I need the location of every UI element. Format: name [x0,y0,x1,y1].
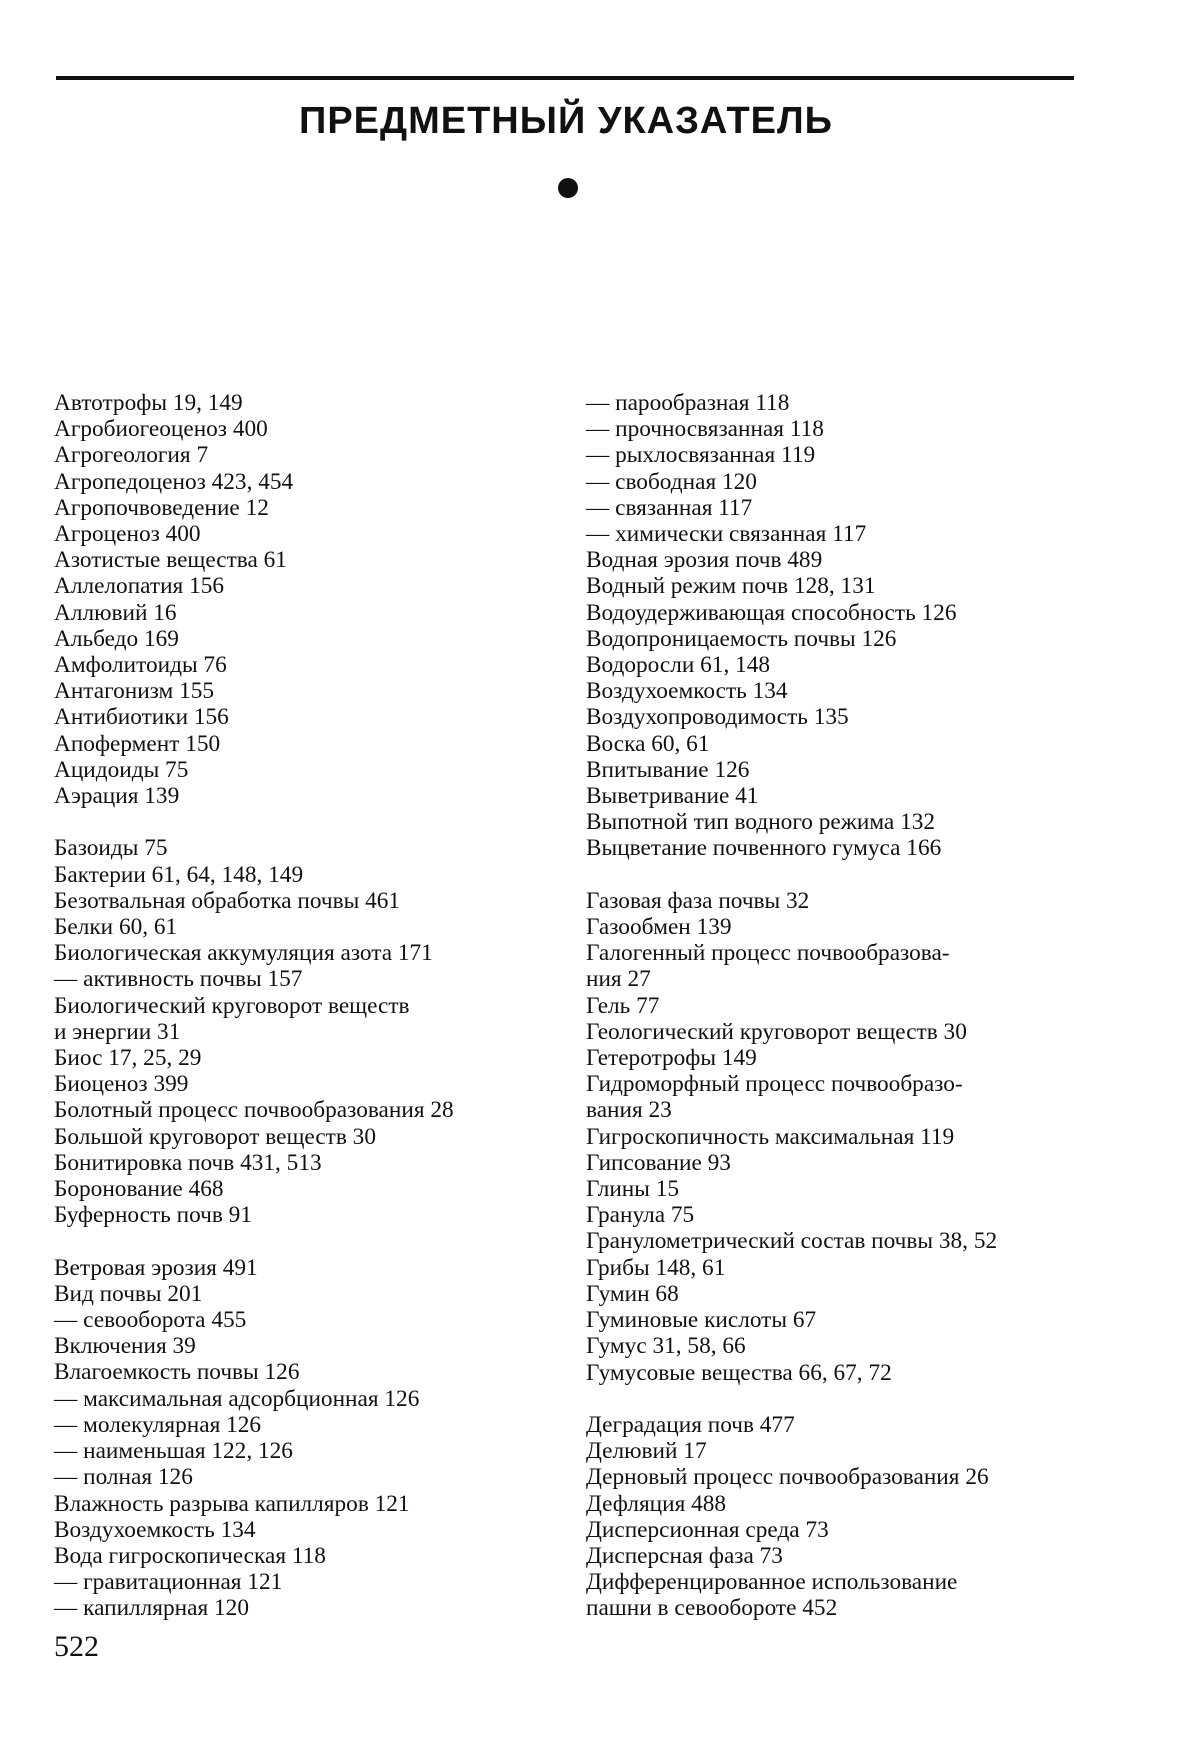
index-entry: Геологический круговорот веществ 30 [586,1019,1086,1045]
index-entry: Впитывание 126 [586,757,1086,783]
page-number: 522 [54,1630,99,1664]
index-entry: Дисперсная фаза 73 [586,1543,1086,1569]
group-separator [586,862,1086,888]
index-entry: Большой круговорот веществ 30 [54,1124,574,1150]
index-entry: Дефляция 488 [586,1491,1086,1517]
index-entry: Гумус 31, 58, 66 [586,1333,1086,1359]
index-column-left [54,390,574,1622]
index-entry: Агрогеология 7 [54,442,574,468]
index-entry: Вода гигроскопическая 118 [54,1543,574,1569]
index-entry: Гель 77 [586,993,1086,1019]
index-entry: Включения 39 [54,1333,574,1359]
index-entry: Гранула 75 [586,1202,1086,1228]
index-entry: Аллювий 16 [54,600,574,626]
index-entry: Водоудерживающая способность 126 [586,600,1086,626]
top-rule [56,76,1074,80]
index-entry: Водный режим почв 128, 131 [586,573,1086,599]
index-entry: — активность почвы 157 [54,966,574,992]
index-entry: Бактерии 61, 64, 148, 149 [54,862,574,888]
index-entry: Воздухоемкость 134 [586,678,1086,704]
index-entry: — севооборота 455 [54,1307,574,1333]
index-entry: и энергии 31 [54,1019,574,1045]
index-entry: Гетеротрофы 149 [586,1045,1086,1071]
index-entry: — наименьшая 122, 126 [54,1438,574,1464]
index-entry: Агропедоценоз 423, 454 [54,469,574,495]
index-entry: Биологическая аккумуляция азота 171 [54,940,574,966]
index-entry: Грибы 148, 61 [586,1255,1086,1281]
index-entry: Безотвальная обработка почвы 461 [54,888,574,914]
index-entry: — прочносвязанная 118 [586,416,1086,442]
page-title: ПРЕДМЕТНЫЙ УКАЗАТЕЛЬ [0,100,1132,143]
index-entry: Альбедо 169 [54,626,574,652]
index-entry: Выпотной тип водного режима 132 [586,809,1086,835]
index-entry: Аллелопатия 156 [54,573,574,599]
index-entry: Амфолитоиды 76 [54,652,574,678]
index-entry: Гипсование 93 [586,1150,1086,1176]
index-entry: Водоросли 61, 148 [586,652,1086,678]
index-entry: Гранулометрический состав почвы 38, 52 [586,1228,1086,1254]
index-entry: пашни в севообороте 452 [586,1595,1086,1621]
index-entry: Антибиотики 156 [54,704,574,730]
index-entry: — рыхлосвязанная 119 [586,442,1086,468]
index-entry: Антагонизм 155 [54,678,574,704]
index-entry: Базоиды 75 [54,835,574,861]
index-entry: Влажность разрыва капилляров 121 [54,1491,574,1517]
index-entry: Биоценоз 399 [54,1071,574,1097]
index-entry: вания 23 [586,1097,1086,1123]
index-entry: Гигроскопичность максимальная 119 [586,1124,1086,1150]
index-entry: Агроценоз 400 [54,521,574,547]
index-entry: Выветривание 41 [586,783,1086,809]
index-entry: Ветровая эрозия 491 [54,1255,574,1281]
index-entry: Газовая фаза почвы 32 [586,888,1086,914]
index-entry: Дифференцированное использование [586,1569,1086,1595]
index-entry: Вид почвы 201 [54,1281,574,1307]
index-entry: Агробиогеоценоз 400 [54,416,574,442]
index-entry: — связанная 117 [586,495,1086,521]
index-entry: Глины 15 [586,1176,1086,1202]
index-entry: — полная 126 [54,1464,574,1490]
index-entry: Воска 60, 61 [586,731,1086,757]
index-entry: Воздухопроводимость 135 [586,704,1086,730]
index-entry: Бонитировка почв 431, 513 [54,1150,574,1176]
index-entry: Делювий 17 [586,1438,1086,1464]
index-entry: Апофермент 150 [54,731,574,757]
group-separator [586,1386,1086,1412]
index-column-right [586,390,1086,1622]
index-entry: Водопроницаемость почвы 126 [586,626,1086,652]
index-entry: Агропочвоведение 12 [54,495,574,521]
index-entry: Воздухоемкость 134 [54,1517,574,1543]
index-entry: — свободная 120 [586,469,1086,495]
index-entry: Гумусовые вещества 66, 67, 72 [586,1360,1086,1386]
index-entry: Биос 17, 25, 29 [54,1045,574,1071]
index-entry: Деградация почв 477 [586,1412,1086,1438]
index-entry: Дерновый процесс почвообразования 26 [586,1464,1086,1490]
index-entry: ния 27 [586,966,1086,992]
index-entry: Ацидоиды 75 [54,757,574,783]
index-entry: — гравитационная 121 [54,1569,574,1595]
index-entry: Гуминовые кислоты 67 [586,1307,1086,1333]
group-separator [54,809,574,835]
bullet-ornament [558,178,578,198]
index-entry: Буферность почв 91 [54,1202,574,1228]
index-entry: Белки 60, 61 [54,914,574,940]
index-entry: Газообмен 139 [586,914,1086,940]
index-entry: Боронование 468 [54,1176,574,1202]
index-entry: Водная эрозия почв 489 [586,547,1086,573]
index-entry: — максимальная адсорбционная 126 [54,1386,574,1412]
index-entry: Аэрация 139 [54,783,574,809]
index-entry: Выцветание почвенного гумуса 166 [586,835,1086,861]
index-entry: Азотистые вещества 61 [54,547,574,573]
index-entry: — капиллярная 120 [54,1595,574,1621]
index-entry: Гумин 68 [586,1281,1086,1307]
index-entry: Галогенный процесс почвообразова- [586,940,1086,966]
index-entry: Гидроморфный процесс почвообразо- [586,1071,1086,1097]
index-entry: — парообразная 118 [586,390,1086,416]
index-entry: Дисперсионная среда 73 [586,1517,1086,1543]
group-separator [54,1228,574,1254]
index-entry: — химически связанная 117 [586,521,1086,547]
index-entry: Автотрофы 19, 149 [54,390,574,416]
index-entry: Влагоемкость почвы 126 [54,1359,574,1385]
index-entry: — молекулярная 126 [54,1412,574,1438]
index-entry: Биологический круговорот веществ [54,993,574,1019]
index-entry: Болотный процесс почвообразования 28 [54,1097,574,1123]
